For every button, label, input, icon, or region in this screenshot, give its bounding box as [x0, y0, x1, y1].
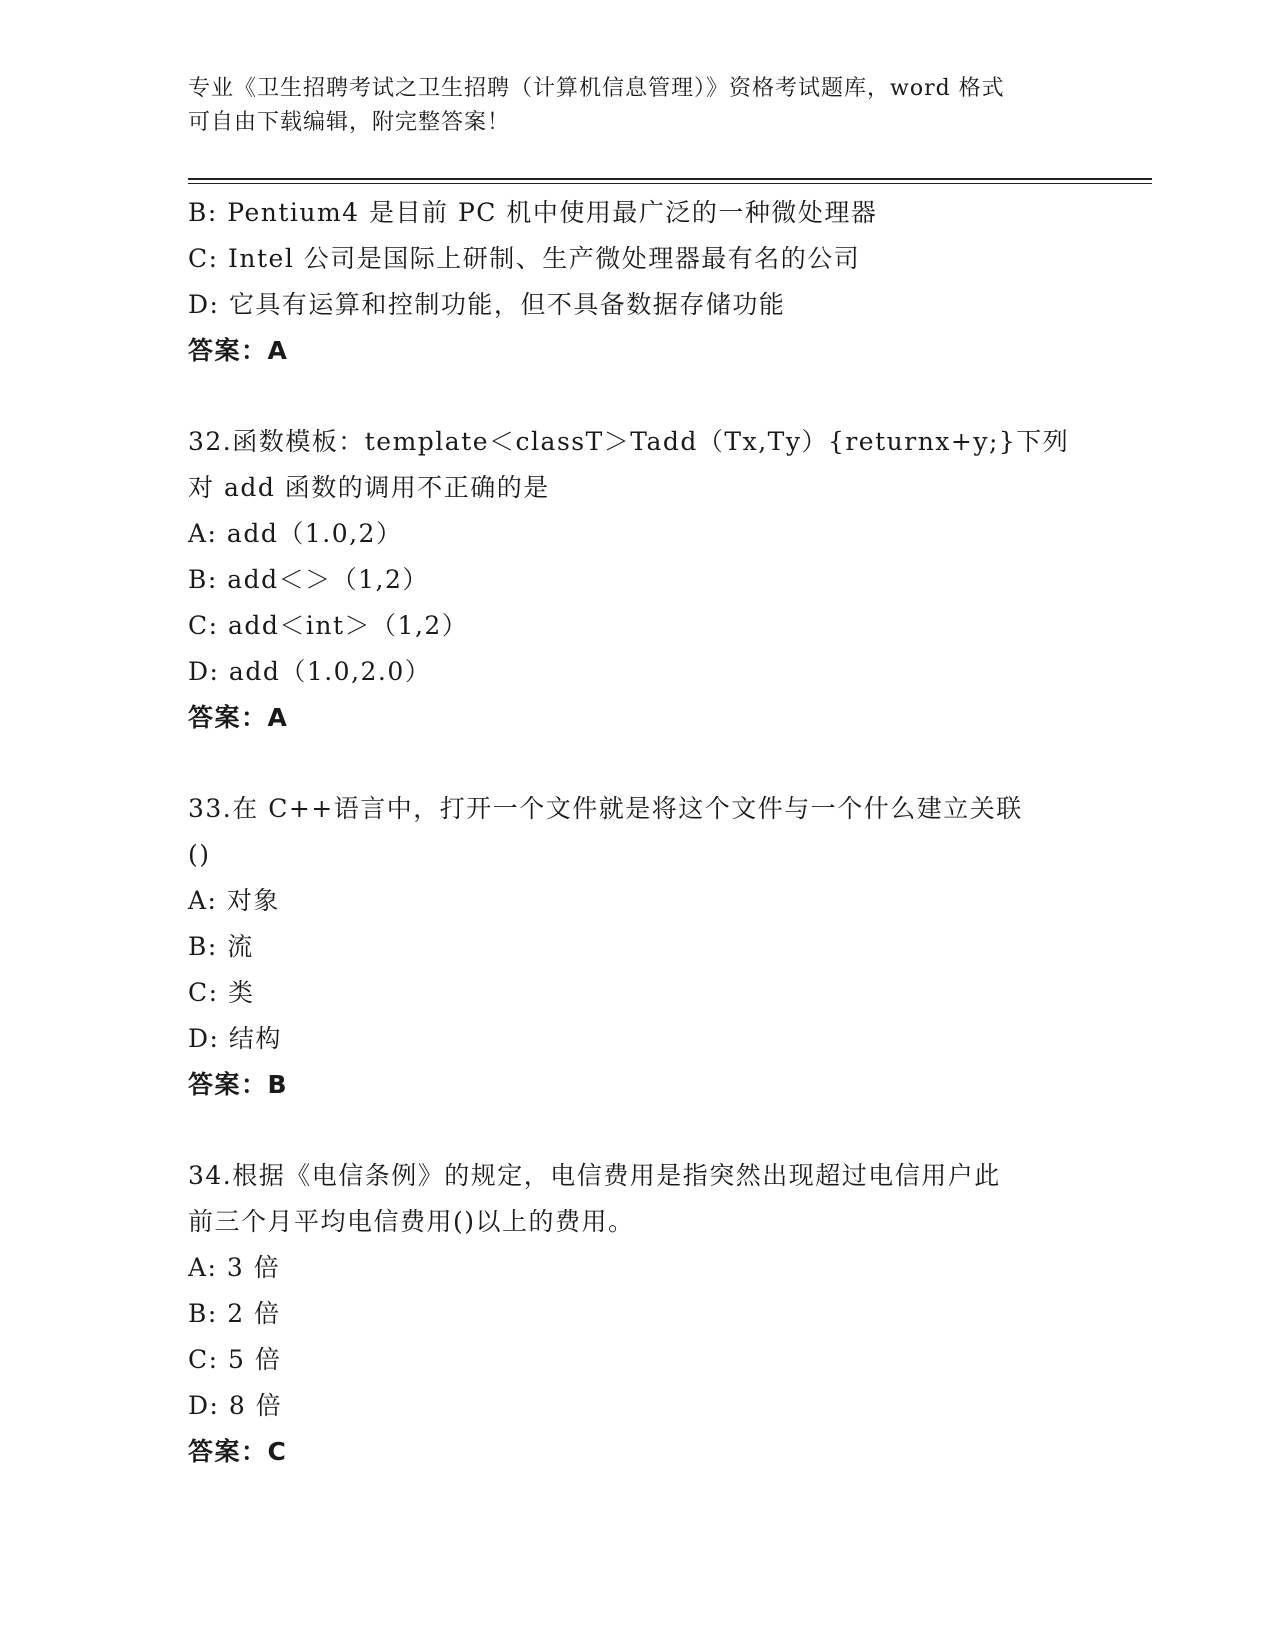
option-c: C: Intel 公司是国际上研制、生产微处理器最有名的公司 [188, 244, 861, 273]
option-d: D: 8 倍 [188, 1391, 283, 1420]
option-a: A: 3 倍 [188, 1253, 281, 1282]
option-b: B: 2 倍 [188, 1299, 281, 1328]
question-stem-line-1: 32.函数模板：template＜classT＞Tadd（Tx,Ty）{returnx+y;}下列 [188, 427, 1070, 456]
header-line-2: 可自由下载编辑，附完整答案！ [188, 110, 511, 135]
answer: 答案：C [188, 1437, 288, 1466]
question-32 [188, 419, 1088, 741]
question-stem-line-2: 对 add 函数的调用不正确的是 [188, 473, 550, 502]
question-stem-line-2: () [188, 840, 211, 869]
answer: 答案：A [188, 703, 289, 732]
question-stem-line-2: 前三个月平均电信费用()以上的费用。 [188, 1207, 635, 1236]
question-31-continued [188, 190, 1088, 374]
answer: 答案：B [188, 1070, 289, 1099]
option-a: A: 对象 [188, 886, 280, 915]
document-header [188, 72, 1088, 140]
header-line-1: 专业《卫生招聘考试之卫生招聘（计算机信息管理）》资格考试题库，word 格式 [188, 76, 1005, 101]
option-c: C: 类 [188, 978, 255, 1007]
option-c: C: add＜int＞（1,2） [188, 611, 469, 640]
option-b: B: Pentium4 是目前 PC 机中使用最广泛的一种微处理器 [188, 198, 878, 227]
question-stem-line-1: 34.根据《电信条例》的规定，电信费用是指突然出现超过电信用户此 [188, 1161, 1001, 1190]
question-stem-line-1: 33.在 C++语言中，打开一个文件就是将这个文件与一个什么建立关联 [188, 794, 1023, 823]
option-a: A: add（1.0,2） [188, 519, 403, 548]
header-divider-thin [188, 183, 1152, 184]
question-content [188, 190, 1088, 1475]
question-33 [188, 786, 1088, 1108]
option-d: D: 结构 [188, 1024, 282, 1053]
header-divider-thick [188, 178, 1152, 180]
option-c: C: 5 倍 [188, 1345, 282, 1374]
option-d: D: 它具有运算和控制功能，但不具备数据存储功能 [188, 290, 786, 319]
option-b: B: 流 [188, 932, 254, 961]
option-b: B: add＜＞（1,2） [188, 565, 429, 594]
question-34 [188, 1153, 1088, 1475]
answer: 答案：A [188, 336, 289, 365]
option-d: D: add（1.0,2.0） [188, 657, 432, 686]
